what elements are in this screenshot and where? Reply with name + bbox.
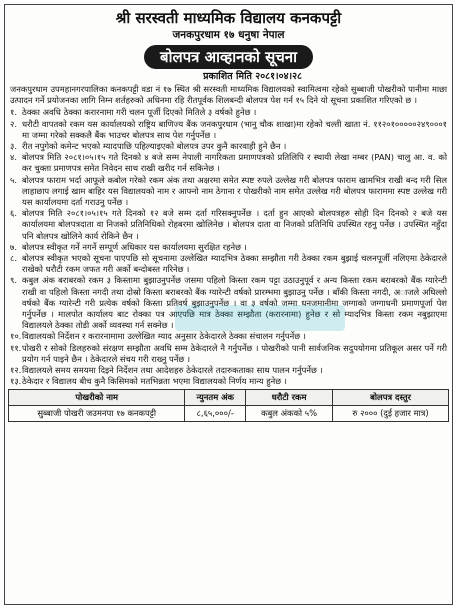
list-item: [10, 119, 447, 141]
term-text: बोलपत्र स्वीकृत गर्ने नगर्ने सम्पूर्ण अधिकार यस कार्यालयमा सुरक्षित रहनेछ ।: [22, 241, 247, 252]
list-item: [10, 107, 447, 118]
term-text: पोखरी र सोको डिलहरुको संरक्षण सम्झौता अवधि सम्म ठेकेदारले नै गर्नुपर्नेछ । पोखरीको पानी सार्वजनिक सदुपयोगमा प्रतिकूल असर पर्ने गरी प्रयोग गर्न पाइने छैन । ठेकेदारले संचय गरी राख्नु पर्नेछ ।: [22, 342, 447, 364]
term-number: ३.: [10, 141, 17, 152]
notice-page: [4, 4, 453, 605]
list-item: [10, 253, 447, 275]
term-number: १०.: [10, 331, 22, 342]
list-item: [10, 175, 447, 209]
list-item: [10, 376, 447, 387]
term-text: बोलपत्र फाराम भर्दा आफूले कबोल गरेको रकम अंक तथा अक्षरमा समेत स्पष्ट रुपले उल्लेख गरी बोलपत्र फाराम खामभित्र राखी बन्द गरी सिल लाहाछाप लगाई खाम बाहिर यस विद्यालयको नाम र आफ्नो नाम ठेगाना र पोखरीको नाम समेत उल्लेख गरी बोलपत्र फाराममा स्पष्ट उल्लेख गरी यस कार्यालयमा दर्ता गराउनु पर्नेछ ।: [22, 174, 447, 208]
pond-info-table: [8, 389, 449, 422]
term-text: धरौटी वापतको रकम यस कार्यालयको राष्ट्रिय बाणिज्य बैंक जनकपुरधाम (भानु चौक शाखा)मा रहेको चल्ती खाता नं. ११२०१०००००२४९०००१ मा जम्मा गरेको सक्कलै बैंक भाउचर बोलपत्र साथ पेश गर्नुपर्नेछ ।: [22, 118, 447, 140]
col-tender-fee: बोलपत्र दस्तुर: [333, 390, 449, 406]
list-item: [10, 343, 447, 365]
col-minimum-amount: न्युनतम अंक: [185, 390, 246, 406]
cell-pond-name: सुब्बाजी पोखरी जउमनपा १७ कनकपट्टी: [9, 406, 185, 422]
term-text: बोलपत्र मिति २०८१।०५।१५ गते दिनको ४ बजे सम्म नेपाली नागरिकता प्रमाणपत्रको प्रतिलिपि र स्थायी लेखा नम्बर (PAN) चालु आ. व. को कर चुक्ता प्रमाणपत्र समेत निवेदन साथ राखी खरीद गर्न सकिनेछ ।: [22, 152, 447, 174]
table-row: [9, 406, 449, 422]
term-number: ८.: [10, 253, 17, 264]
cell-minimum-amount: ८,६५,०००/-: [185, 406, 246, 422]
terms-list: [10, 107, 447, 387]
term-number: ४.: [10, 152, 17, 163]
cell-deposit-amount: कबुल अंकको ५%: [246, 406, 333, 422]
list-item: [10, 242, 447, 253]
term-number: ११.: [10, 342, 22, 353]
cell-tender-fee: रु २००० (दुई हजार मात्र): [333, 406, 449, 422]
term-text: विद्यालयको निर्देशन र करारनामामा उल्लेखित म्याद अनुसार ठेकेदारले ठेक्का संचालन गर्नुपर्नेछ ।: [22, 331, 306, 342]
table-header-row: [9, 390, 449, 406]
notice-body: [5, 84, 452, 387]
watermark-overlay: [175, 305, 345, 331]
term-text: ठेक्का अवधि ठेक्का करारनामा गरी चलन पूर्जी दिएको मितिले ३ वर्षको हुनेछ ।: [22, 107, 257, 118]
term-number: २.: [10, 118, 17, 129]
term-text: कबुल अंक बराबरको रकम ३ किस्तामा बुझाउनुपर्नेछ जसमा पहिलो किस्ता रकम पट्टा उठाउनुपूर्व र अन्य किस्ता रकम बराबरको बैंक ग्यारेन्टी राखी वा पहिलो किस्ता नगदी तथा दोस्रो किस्ता बराबरको बैंक ग्यारेन्टी वर्षको प्रारम्भमा बुझाउनु पर्नेछ । बाँकी किस्ता नगदी, अाजले अघिल्लो वर्षको बैंक ग्यारेन्टी गरी प्रत्येक वर्षको किस्ता प्रतिवर्ष बुझाउनुपर्नेछ । वा ३ वर्षको जम्मा धनजमानीमा जग्गाको जग्गाधनी प्रमाणपूर्जा पेश गर्नुपर्नेछ । मालपोत कार्यालय बाट रोक्का पत्र आएपछि मात्र ठेक्का सम्झौता (करारनामा) हुनेछ र सो म्यादभित्र किस्ता रकम नबुझाएमा विद्यालयले ठेक्का तोडी अर्को व्यवस्था गर्न सक्नेछ ।: [22, 275, 447, 331]
term-text: बोलपत्र स्वीकृत भएको सूचना पाएपछि सो सूचनामा उल्लेखित म्यादभित्र ठेक्का सम्झौता गरी ठेक्का रकम बुझाई चलनपूर्जी नलिएमा ठेकेदारले राखेको धरौटी रकम जफत गरी अर्को बन्दोबस्त गरिनेछ ।: [22, 253, 447, 275]
list-item: [10, 331, 447, 342]
col-deposit-amount: धरौटी रकम: [246, 390, 333, 406]
term-text: विद्यालयले समय समयमा दिइने निर्देशन तथा आदेशहरु ठेकेदारले तदारुकताका साथ पालन गर्नुपर्नेछ ।: [22, 365, 323, 376]
published-date: प्रकाशित मिति २०८१।०४।२८: [203, 71, 302, 82]
term-number: ६.: [10, 208, 17, 219]
intro-paragraph: जनकपुरधाम उपमहानगरपालिका कनकपट्टी वडा नं १७ स्थित श्री सरस्वती माध्यमिक विद्यालयको स्वामित्वमा रहेको सुब्बाजी पोखरीको पानीमा माछा उत्पादन गर्ने प्रयोजनका लागि निम्न शर्तहरुको अधिनमा रहि रीतपूर्वक शिलबन्दी बोलपत्र पेश गर्न १५ दिने यो सूचना प्रकाशित गरिएको छ ।: [10, 84, 447, 106]
list-item: [10, 208, 447, 242]
term-number: ५.: [10, 174, 17, 185]
col-pond-name: पोखरीको नाम: [9, 390, 185, 406]
term-number: १.: [10, 107, 17, 118]
list-item: [10, 365, 447, 376]
school-address: जनकपुरधाम १७ धनुषा नेपाल: [172, 29, 285, 41]
notice-title-banner: बोलपत्र आव्हानको सूचना: [144, 45, 313, 69]
banner-wrap: [5, 45, 452, 69]
list-item: [10, 152, 447, 174]
list-item: [10, 141, 447, 152]
term-number: ७.: [10, 241, 17, 252]
term-text: ठेकेदार र विद्यालय बीच कुनै किसिमको मतभिन्नता भएमा विद्यालयको निर्णय मान्य हुनेछ ।: [22, 376, 287, 387]
term-number: १२.: [10, 365, 22, 376]
term-text: बोलपत्र मिति २०८१।०५।१५ गते दिनको १२ बजे सम्म दर्ता गरिसक्नुपर्नेछ । दर्ता हुन आएको बोलपत्रहरु सोही दिन दिनको २ बजे यस कार्यालयमा बोलपत्रदाता वा निजको प्रतिनिधिको रोहबरमा खोलिनेछ । बोलपत्र दाता वा निजको प्रतिनिधि उपस्थित रहनु पर्नेछ । उपस्थित नहुँदा पनि बोलपत्र खोलिने कार्य रोकिने छैन ।: [22, 208, 447, 241]
notice-header: [5, 9, 452, 42]
term-number: १३.: [10, 376, 22, 387]
term-number: ९.: [10, 275, 17, 286]
school-name: श्री सरस्वती माध्यमिक विद्यालय कनकपट्टी: [115, 9, 342, 27]
term-text: रीत नपुगेको कमेन्ट भएको म्यादपाछि पहिल्याइएको बोलपत्र उपर कुनै कारवाही हुने छैन ।: [22, 141, 287, 152]
